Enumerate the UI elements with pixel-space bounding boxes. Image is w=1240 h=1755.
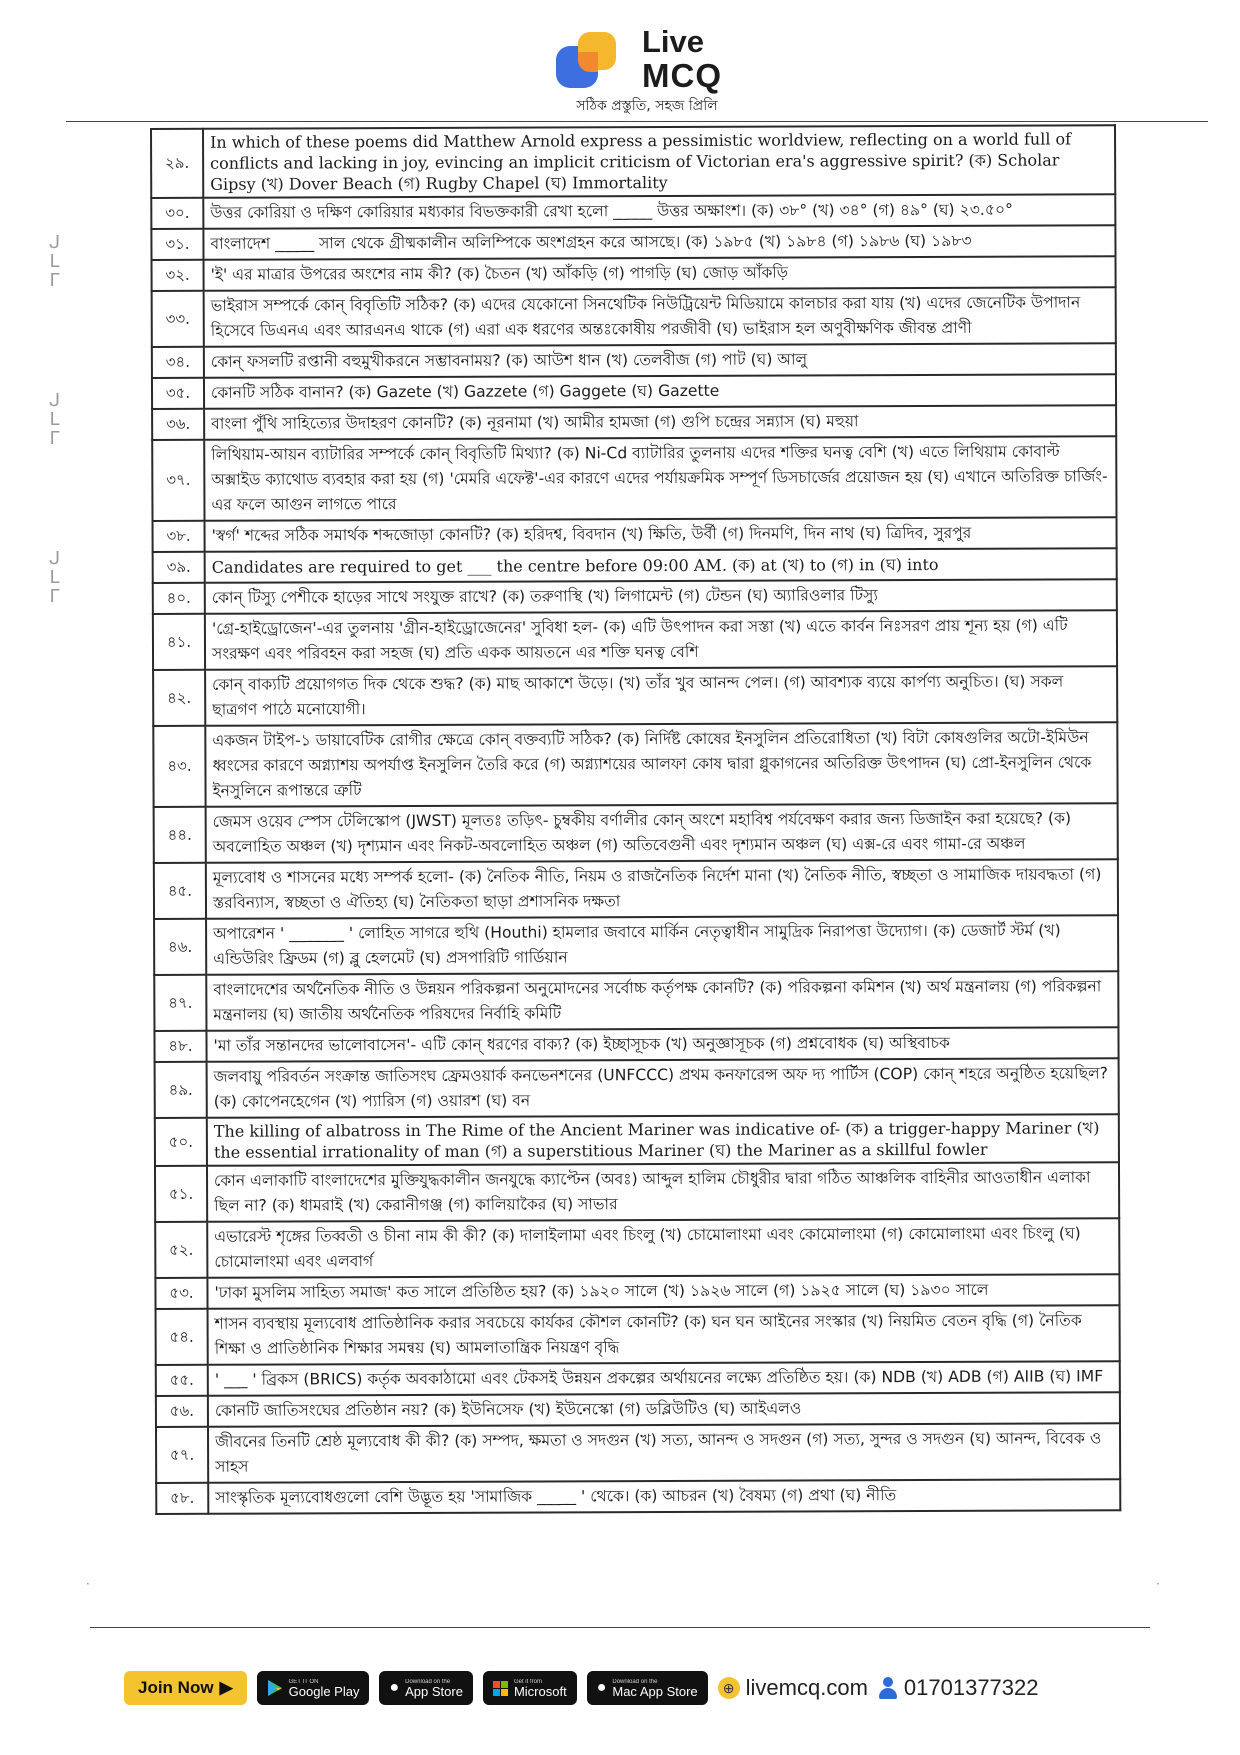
question-text: জলবায়ু পরিবর্তন সংক্রান্ত জাতিসংঘ ফ্রেমওয়ার্ক কনভেনশনের (UNFCCC) প্রথম কনফারেন্স অফ দ্য পার্টিস (COP) কোন্ শহরে অনুষ্ঠিত হয়েছিল? (ক) কোপেনহেগেন (খ) প্যারিস (গ) ওয়ারশ (ঘ) বন	[207, 1058, 1119, 1118]
question-text: মূল্যবোধ ও শাসনের মধ্যে সম্পর্ক হলো- (ক) নৈতিক নীতি, নিয়ম ও রাজনৈতিক নির্দেশ মানা (খ) নৈতিক নীতি, স্বচ্ছতা ও সামাজিক দায়বদ্ধতা (গ) স্তরবিন্যাস, স্বচ্ছতা ও ঐতিহ্য (ঘ) নৈতিকতা ছাড়া প্রশাসনিক দক্ষতা	[206, 859, 1118, 919]
question-text: বাংলাদেশ _____ সাল থেকে গ্রীষ্মকালীন অলিম্পিকে অংশগ্রহন করে আসছে। (ক) ১৯৮৫ (খ) ১৯৮৪ (গ) ১৯৮৬ (ঘ) ১৯৮৩	[203, 225, 1115, 260]
question-row	[156, 1392, 1120, 1427]
question-row	[152, 287, 1116, 347]
question-text: অপারেশন ' _______ ' লোহিত সাগরে হুথি (Houthi) হামলার জবাবে মার্কিন নেতৃত্বাধীন সামুদ্রিক নিরাপত্তা উদ্যোগ। (ক) ডেজার্ট স্টর্ম (খ) এন্ডিউরিং ফ্রিডম (গ) ব্লু হেলমেট (ঘ) প্রসপারিটি গার্ডিয়ান	[206, 915, 1118, 975]
apple-icon: ●	[596, 1679, 607, 1696]
question-text: জেমস ওয়েব স্পেস টেলিস্কোপ (JWST) মূলতঃ তড়িৎ- চুম্বকীয় বর্ণালীর কোন্ অংশে মহাবিশ্ব পর্যবেক্ষণ করার জন্য ডিজাইন করা হয়েছে? (ক) অবলোহিত অঞ্চল (খ) দৃশ্যমান এবং নিকট-অবলোহিত অঞ্চল (গ) অতিবেগুনী এবং দৃশ্যমান অঞ্চল (ঘ) এক্স-রে এবং গামা-রে অঞ্চল	[206, 803, 1118, 863]
question-number: ৪০.	[153, 583, 205, 614]
store-big-text: App Store	[405, 1683, 463, 1699]
globe-icon: ⊕	[718, 1677, 740, 1699]
question-row	[154, 915, 1118, 975]
question-text: বাংলাদেশের অর্থনৈতিক নীতি ও উন্নয়ন পরিকল্পনা অনুমোদনের সর্বোচ্চ কর্তৃপক্ষ কোনটি? (ক) পরিকল্পনা কমিশন (খ) অর্থ মন্ত্রনালয় (গ) পরিকল্পনা মন্ত্রনালয় (ঘ) জাতীয় অর্থনৈতিক পরিষদের নির্বাহি কমিটি	[206, 971, 1118, 1031]
question-number: ৩২.	[152, 260, 204, 291]
question-text: উত্তর কোরিয়া ও দক্ষিণ কোরিয়ার মধ্যকার বিভক্তকারী রেখা হলো _____ উত্তর অক্ষাংশ। (ক) ৩৮° (খ) ৩৪° (গ) ৪৯° (ঘ) ২৩.৫০°	[203, 194, 1115, 229]
question-text: ' ___ ' ব্রিকস (BRICS) কর্তৃক অবকাঠামো এবং টেকসই উন্নয়ন প্রকল্পের অর্থায়নের লক্ষ্যে প্রতিষ্ঠিত হয়। (ক) NDB (খ) ADB (গ) AIIB (ঘ) IMF	[208, 1361, 1120, 1396]
question-text: কোন্ ফসলটি রপ্তানী বহুমুখীকরনে সম্ভাবনাময়? (ক) আউশ ধান (খ) তেলবীজ (গ) পাট (ঘ) আলু	[204, 343, 1116, 378]
question-text: কোনটি জাতিসংঘের প্রতিষ্ঠান নয়? (ক) ইউনিসেফ (খ) ইউনেস্কো (গ) ডব্লিউটিও (ঘ) আইএলও	[208, 1392, 1120, 1427]
store-big-text: Microsoft	[513, 1683, 567, 1699]
question-text: 'গ্রে-হাইড্রোজেন'-এর তুলনায় 'গ্রীন-হাইড্রোজেনের' সুবিধা হল- (ক) এটি উৎপাদন করা সস্তা (খ) এতে কার্বন নিঃসরণ প্রায় শূন্য হয় (গ) এটি সংরক্ষণ এবং পরিবহন করা সহজ (ঘ) প্রতি একক আয়তনে এর শক্তি ঘনত্ব বেশি	[205, 610, 1117, 670]
question-row	[152, 343, 1116, 378]
question-row	[154, 859, 1118, 919]
windows-icon	[493, 1681, 508, 1696]
microsoft-store-badge[interactable]	[483, 1671, 577, 1705]
question-row	[155, 1114, 1119, 1166]
mac-app-store-badge[interactable]	[587, 1671, 708, 1705]
phone-contact[interactable]	[878, 1675, 1039, 1701]
question-row	[152, 256, 1116, 291]
play-arrow-icon: ▶	[219, 1678, 233, 1697]
website-link[interactable]	[718, 1675, 868, 1701]
question-number: ৪৭.	[154, 975, 206, 1031]
question-row	[156, 1361, 1120, 1396]
question-number: ২৯.	[151, 129, 203, 198]
store-small-text: GET IT ON	[288, 1678, 319, 1685]
question-text: In which of these poems did Matthew Arnold express a pessimistic worldview, reflecting on a world full of conflicts and lacking in joy, evincing an implicit criticism of Victorian era's aggressive spirit? (ক) Scholar Gipsy (খ) Dover Beach (গ) Rugby Chapel (ঘ) Immortality	[203, 125, 1115, 198]
question-row	[152, 405, 1116, 440]
question-row	[156, 1479, 1120, 1514]
question-text: শাসন ব্যবস্থায় মূল্যবোধ প্রাতিষ্ঠানিক করার সবচেয়ে কার্যকর কৌশল কোনটি? (ক) ঘন ঘন আইনের সংস্কার (খ) নিয়মিত বেতন বৃদ্ধি (গ) নৈতিক শিক্ষা ও প্রাতিষ্ঠানিক শিক্ষার সমন্বয় (ঘ) আমলাতান্ত্রিক নিয়ন্ত্রণ বৃদ্ধি	[208, 1305, 1120, 1365]
livemcq-logo-icon	[552, 30, 624, 92]
question-number: ৫৮.	[156, 1483, 208, 1514]
question-row	[156, 1305, 1120, 1365]
question-text: কোন্ টিস্যু পেশীকে হাড়ের সাথে সংযুক্ত রাখে? (ক) তরুণাস্থি (খ) লিগামেন্ট (গ) টেন্ডন (ঘ) অ্যারিওলার টিস্যু	[205, 579, 1117, 614]
header-divider	[66, 121, 1208, 122]
question-row	[153, 548, 1117, 583]
question-row	[154, 1027, 1118, 1062]
question-number: ৪৩.	[153, 726, 205, 807]
footer-divider	[90, 1627, 1150, 1628]
question-number: ৪৮.	[154, 1031, 206, 1062]
question-row	[153, 722, 1117, 807]
question-number: ৫০.	[155, 1118, 207, 1166]
scan-speck: ·	[1156, 1577, 1160, 1591]
question-row	[153, 666, 1117, 726]
question-text: একজন টাইপ-১ ডায়াবেটিক রোগীর ক্ষেত্রে কোন্ বক্তব্যটি সঠিক? (ক) নির্দিষ্ট কোষের ইনসুলিন প্রতিরোধিতা (খ) বিটা কোষগুলির অটো-ইমিউন ধ্বংসের কারণে অগ্ন্যাশয় অপর্যাপ্ত ইনসুলিন তৈরি করে (গ) অগ্ন্যাশয়ের আলফা কোষ দ্বারা গ্লুকাগনের অতিরিক্ত উৎপাদন (ঘ) প্রো-ইনসুলিন থেকে ইনসুলিনে রূপান্তরে ত্রুটি	[205, 722, 1117, 807]
question-text: ভাইরাস সম্পর্কে কোন্ বিবৃতিটি সঠিক? (ক) এদের যেকোনো সিনথেটিক নিউট্রিয়েন্ট মিডিয়ামে কালচার করা যায় (খ) এদের জেনেটিক উপাদান হিসেবে ডিএনএ এবং আরএনএ থাকে (গ) এরা এক ধরণের অন্তঃকোষীয় পরজীবী (ঘ) ভাইরাস হল অণুবীক্ষণিক জীবন্ত প্রাণী	[204, 287, 1116, 347]
join-now-label: Join Now	[138, 1678, 214, 1697]
question-number: ৪৬.	[154, 919, 206, 975]
question-number: ৫৩.	[155, 1278, 207, 1309]
question-number: ৫৬.	[156, 1396, 208, 1427]
scan-speck: ·	[86, 1577, 90, 1591]
brand-tagline: সঠিক প্রস্তুতি, সহজ প্রিলি	[576, 98, 718, 114]
question-text: 'ঢাকা মুসলিম সাহিত্য সমাজ' কত সালে প্রতিষ্ঠিত হয়? (ক) ১৯২০ সালে (খ) ১৯২৬ সালে (গ) ১৯২৫ সালে (ঘ) ১৯৩০ সালে	[207, 1274, 1119, 1309]
question-text: সাংস্কৃতিক মূল্যবোধগুলো বেশি উদ্ভূত হয় 'সামাজিক _____ ' থেকে। (ক) আচরন (খ) বৈষম্য (গ) প্রথা (ঘ) নীতি	[208, 1479, 1120, 1514]
question-row	[153, 610, 1117, 670]
question-text: The killing of albatross in The Rime of the Ancient Mariner was indicative of- (ক) a trigger-happy Mariner (খ) the essential irrationality of man (গ) a superstitious Mariner (ঘ) the Mariner as a skillful fowler	[207, 1114, 1119, 1166]
question-text: এভারেস্ট শৃঙ্গের তিব্বতী ও চীনা নাম কী কী? (ক) দালাইলামা এবং চিংলু (খ) চোমোলাংমা এবং কোমোলাংমা (গ) কোমোলাংমা এবং চিংলু (ঘ) চোমোলাংমা এবং এলবার্গ	[207, 1218, 1119, 1278]
question-number: ৫২.	[155, 1222, 207, 1278]
question-number: ৫৪.	[156, 1309, 208, 1365]
question-row	[153, 579, 1117, 614]
brand-name-line2: MCQ	[642, 57, 722, 94]
question-row	[155, 1274, 1119, 1309]
question-text: কোন এলাকাটি বাংলাদেশের মুক্তিযুদ্ধকালীন জনযুদ্ধে ক্যাপ্টেন (অবঃ) আব্দুল হালিম চৌধুরীর দ্বারা গঠিত আঞ্চলিক বাহিনীর আওতাধীন এলাকা ছিল না? (ক) ধামরাই (খ) কেরানীগঞ্জ (গ) কালিয়াকৈর (ঘ) সাভার	[207, 1162, 1119, 1222]
question-number: ৫৭.	[156, 1427, 208, 1483]
question-text: 'স্বর্গ' শব্দের সঠিক সমার্থক শব্দজোড়া কোনটি? (ক) হরিদশ্ব, বিবদান (খ) ক্ষিতি, উর্বী (গ) দিনমণি, দিন নাথ (ঘ) ত্রিদিব, সুরপুর	[205, 517, 1117, 552]
question-number: ৩৫.	[152, 378, 204, 409]
app-store-badge[interactable]	[379, 1671, 473, 1705]
question-text: 'মা তাঁর সন্তানদের ভালোবাসেন'- এটি কোন্ ধরণের বাক্য? (ক) ইচ্ছাসূচক (খ) অনুজ্ঞাসূচক (গ) প্রশ্নবোধক (ঘ) অস্থিবাচক	[206, 1027, 1118, 1062]
question-text: 'ই' এর মাত্রার উপরের অংশের নাম কী? (ক) চৈতন (খ) আঁকড়ি (গ) পাগড়ি (ঘ) জোড় আঁকড়ি	[204, 256, 1116, 291]
phone-text: 01701377322	[903, 1675, 1039, 1700]
question-row	[154, 971, 1118, 1031]
question-row	[151, 125, 1115, 198]
brand-header	[0, 14, 1240, 114]
scan-margin-mark: ᒍᒪᒥ	[44, 548, 65, 605]
question-number: ৩৬.	[152, 409, 204, 440]
question-table-body	[151, 125, 1120, 1514]
question-number: ৩৩.	[152, 291, 204, 347]
question-text: জীবনের তিনটি শ্রেষ্ঠ মূল্যবোধ কী কী? (ক) সম্পদ, ক্ষমতা ও সদগুন (খ) সত্য, আনন্দ ও সদগুন (গ) সত্য, সুন্দর ও সদগুন (ঘ) আনন্দ, বিবেক ও সাহস	[208, 1423, 1120, 1483]
question-number: ৪২.	[153, 670, 205, 726]
question-text: কোনটি সঠিক বানান? (ক) Gazete (খ) Gazzete (গ) Gaggete (ঘ) Gazette	[204, 374, 1116, 409]
join-now-button[interactable]	[124, 1671, 247, 1705]
google-play-badge[interactable]	[257, 1671, 370, 1705]
question-number: ৫১.	[155, 1166, 207, 1222]
question-number: ৩১.	[151, 229, 203, 260]
question-row	[153, 517, 1117, 552]
question-row	[155, 1058, 1119, 1118]
question-text: Candidates are required to get ___ the centre before 09:00 AM. (ক) at (খ) to (গ) in (ঘ) into	[205, 548, 1117, 583]
question-row	[155, 1218, 1119, 1278]
question-number: ৩৪.	[152, 347, 204, 378]
question-text: বাংলা পুঁথি সাহিত্যের উদাহরণ কোনটি? (ক) নূরনামা (খ) আমীর হামজা (গ) গুপি চন্দ্রের সন্ন্যাস (ঘ) মহুয়া	[204, 405, 1116, 440]
question-text: কোন্ বাক্যটি প্রয়োগগত দিক থেকে শুদ্ধ? (ক) মাছ আকাশে উড়ে। (খ) তাঁর খুব আনন্দ পেল। (গ) আবশ্যক ব্যয়ে কার্পণ্য অনুচিত। (ঘ) সকল ছাত্রগণ পাঠে মনোযোগী।	[205, 666, 1117, 726]
question-row	[152, 374, 1116, 409]
question-number: ৫৫.	[156, 1365, 208, 1396]
play-icon	[267, 1679, 283, 1697]
question-number: ৩০.	[151, 198, 203, 229]
brand-wordmark	[642, 26, 722, 92]
scan-margin-mark: ᒍᒪᒥ	[44, 390, 65, 447]
question-number: ৪৯.	[155, 1062, 207, 1118]
store-small-text: Download on the	[405, 1678, 451, 1685]
question-row	[155, 1162, 1119, 1222]
question-number: ৩৭.	[152, 440, 204, 521]
apple-icon: ●	[389, 1679, 400, 1696]
store-big-text: Mac App Store	[612, 1683, 698, 1699]
store-small-text: Download on the	[612, 1678, 658, 1685]
person-icon	[878, 1677, 898, 1699]
question-row	[151, 225, 1115, 260]
brand-name-line1: Live	[642, 24, 705, 59]
question-number: ৪১.	[153, 614, 205, 670]
store-small-text: Get it from	[513, 1678, 542, 1685]
question-table	[150, 124, 1121, 1515]
question-row	[156, 1423, 1120, 1483]
question-row	[151, 194, 1115, 229]
question-number: ৪৫.	[154, 863, 206, 919]
question-row	[154, 803, 1118, 863]
question-number: ৩৯.	[153, 552, 205, 583]
scan-margin-mark: ᒍᒪᒥ	[44, 232, 65, 289]
question-row	[152, 436, 1116, 521]
question-text: লিথিয়াম-আয়ন ব্যাটারির সম্পর্কে কোন্ বিবৃতিটি মিথ্যা? (ক) Ni-Cd ব্যাটারির তুলনায় এদের শক্তির ঘনত্ব বেশি (খ) এতে লিথিয়াম কোবাল্ট অক্সাইড ক্যাথোড ব্যবহার করা হয় (গ) 'মেমরি এফেক্ট'-এর কারণে এদের পর্যায়ক্রমিক সম্পূর্ণ ডিসচার্জের প্রয়োজন হয় (ঘ) এখানে অতিরিক্ত চার্জিং-এর ফলে আগুন লাগতে পারে	[204, 436, 1116, 521]
question-number: ৩৮.	[153, 521, 205, 552]
question-number: ৪৪.	[154, 807, 206, 863]
store-big-text: Google Play	[288, 1683, 360, 1699]
footer-bar	[124, 1668, 1039, 1708]
website-text: livemcq.com	[745, 1675, 868, 1700]
